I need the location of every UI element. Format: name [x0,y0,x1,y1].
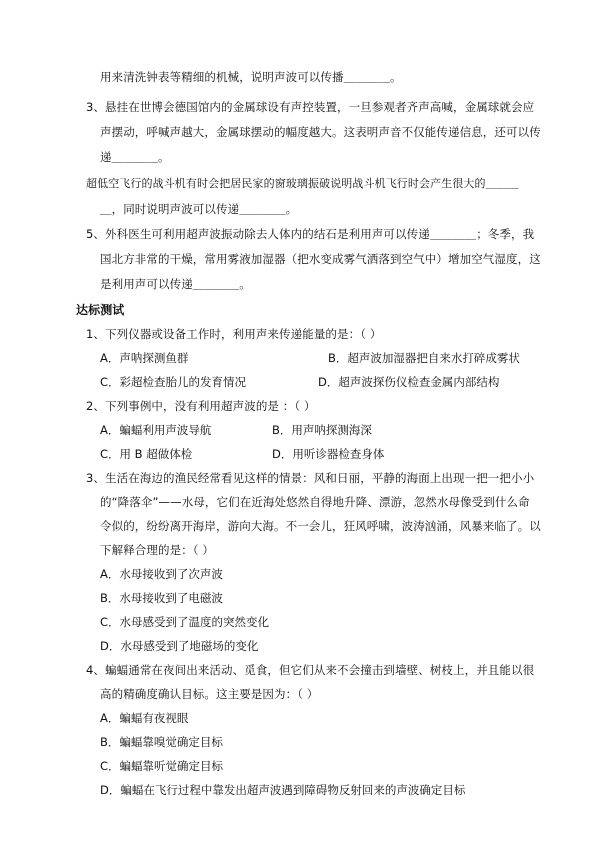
q2-stem: 2、下列事例中，没有利用超声波的是 ：（ ） [86,399,316,413]
intro-q3-line2: 声摆动，呼喊声越大，金属球摆动的幅度越大。这表明声音不仅能传递信息，还可以传 [100,125,541,139]
q4-option-b: B．蝙蝠靠嗅觉确定目标 [100,735,223,749]
q1-option-b: B．超声波加湿器把自来水打碎成雾状 [328,351,520,365]
q2-option-c: C．用 B 超做体检 [100,447,193,461]
q4-option-c: C．蝙蝠靠听觉确定目标 [100,759,224,773]
q3-option-a: A．水母接收到了次声波 [100,567,223,581]
q3-option-c: C．水母感受到了温度的突然变化 [100,615,270,629]
q2-option-d: D．用听诊器检查身体 [272,447,385,461]
q1-option-a: A．声呐探测鱼群 [100,351,189,365]
section-title: 达标测试 [76,303,125,317]
intro-line: 用来清洗钟表等精细的机械，说明声波可以传播＿＿＿＿。 [100,70,402,84]
intro-q5-line3: 是利用声可以传递＿＿＿＿。 [100,277,251,291]
q3-option-b: B．水母接收到了电磁波 [100,591,223,605]
q3-line3: 令似的，纷纷离开海岸，游向大海。不一会儿，狂风呼啸，波涛汹涌，风暴来临了。以 [100,519,541,533]
q4-option-d: D．蝙蝠在飞行过程中靠发出超声波遇到障碍物反射回来的声波确定目标 [100,783,466,797]
intro-q5-line2: 国北方非常的干燥，常用雾液加湿器（把水变成雾气洒落到空气中）增加空气湿度，这 [100,252,541,266]
q4-line1: 4、蝙蝠通常在夜间出来活动、觅食，但它们从来不会撞击到墙壁、树枝上，并且能以很 [86,663,535,677]
q1-stem: 1、下列仪器或设备工作时，利用声来传递能量的是：（ ） [86,327,382,341]
q3-line1: 3、生活在海边的渔民经常看见这样的情景：风和日丽，平静的海面上出现一把一把小小 [86,471,535,485]
q2-option-b: B．用声呐探测海深 [272,423,372,437]
intro-q3-line3: 递＿＿＿＿。 [100,150,170,164]
intro-q4-line2: ＿，同时说明声波可以传递＿＿＿＿。 [100,202,298,216]
q1-option-d: D．超声波探伤仪检查金属内部结构 [318,375,500,389]
intro-q3-line1: 3、悬挂在世博会德国馆内的金属球设有声控装置，一旦参观者齐声高喊，金属球就会应 [86,100,535,114]
q4-option-a: A．蝙蝠有夜视眼 [100,711,189,725]
q1-option-c: C．彩超检查胎儿的发育情况 [100,375,247,389]
intro-q5-line1: 5、外科医生可利用超声波振动除去人体内的结石是利用声可以传递＿＿＿＿；冬季，我 [86,227,535,241]
q3-line4: 下解释合理的是：（ ） [100,543,215,557]
q4-line2: 高的精确度确认目标。这主要是因为：（ ） [100,687,319,701]
q3-line2: 的“降落伞”——水母，它们在近海处悠然自得地升降、漂游，忽然水母像受到什么命 [100,495,530,509]
q3-option-d: D．水母感受到了地磁场的变化 [100,639,259,653]
q2-option-a: A．蝙蝠利用声波导航 [100,423,212,437]
intro-q4-line1: 超低空飞行的战斗机有时会把居民家的窗玻璃振破说明战斗机飞行时会产生很大的＿＿＿ [86,177,519,190]
